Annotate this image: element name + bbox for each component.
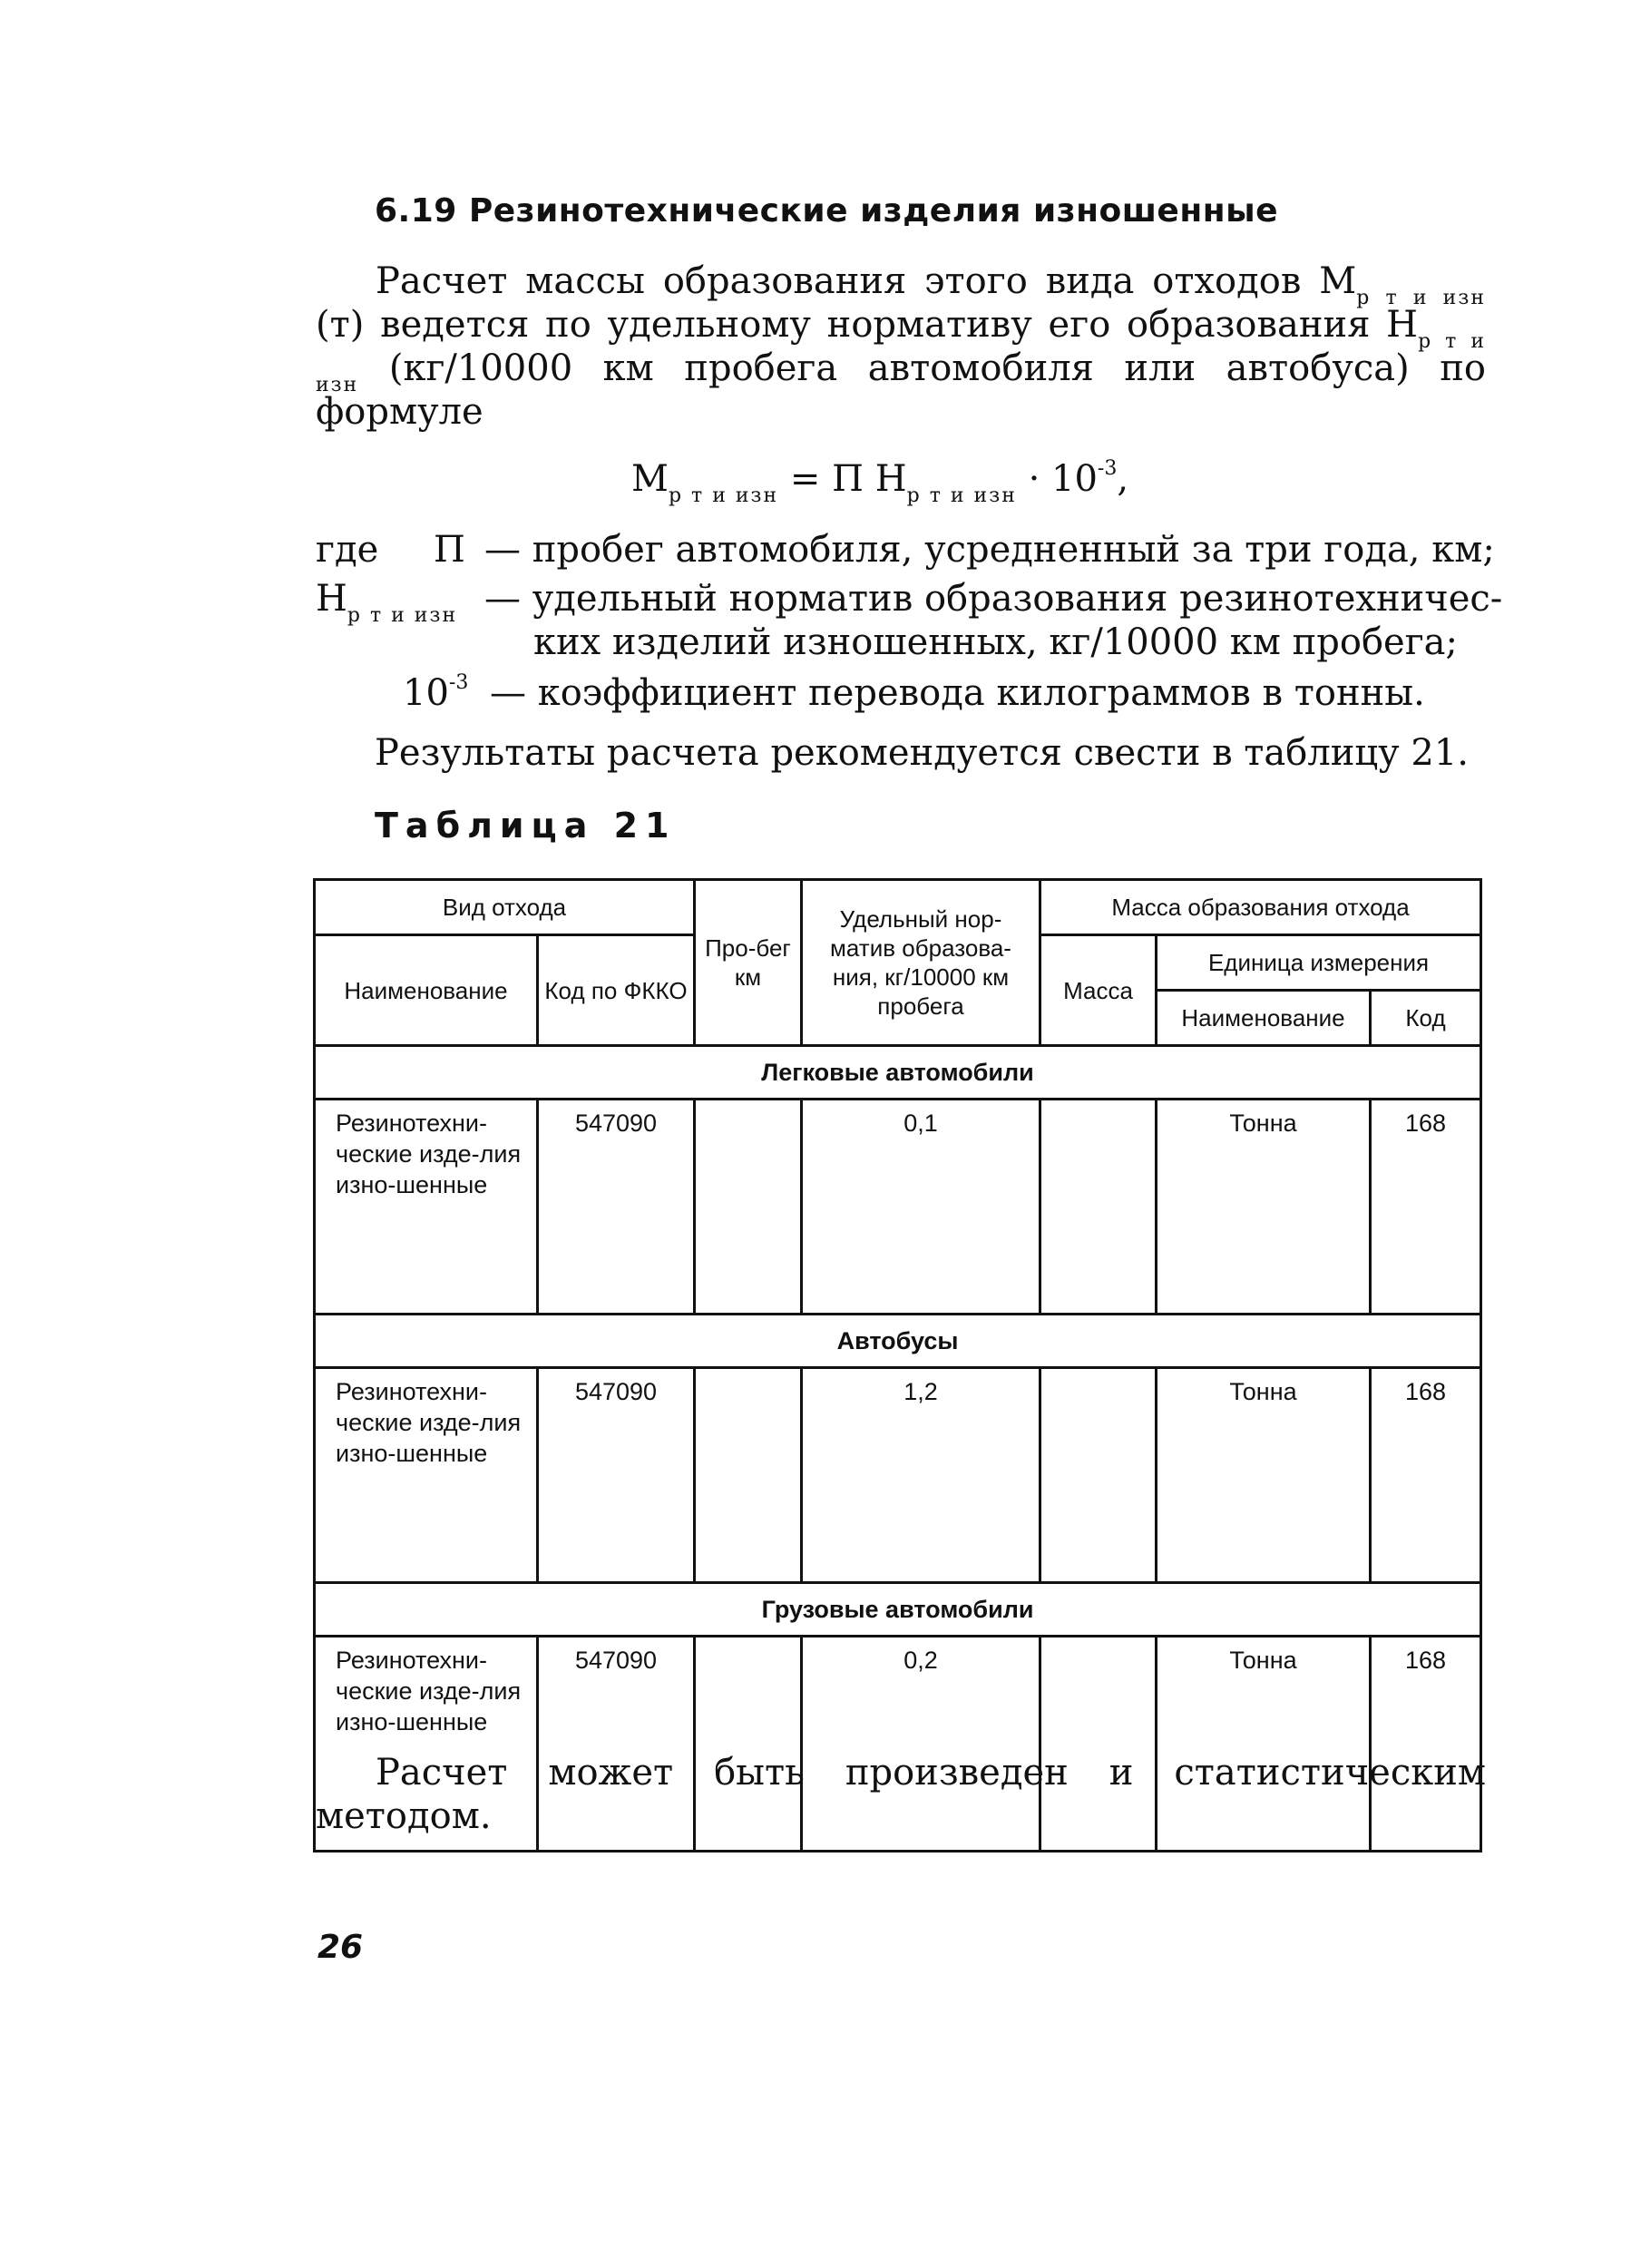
cell-name: Резинотехни-ческие изде-лия изно-шенные <box>315 1368 538 1583</box>
header-unit-code: Код <box>1371 991 1481 1046</box>
cell-unit-code: 168 <box>1371 1100 1481 1315</box>
intro-sub-m: р т и изн <box>1356 287 1486 309</box>
table-21 <box>313 878 1482 1853</box>
cell-unit-name: Тонна <box>1157 1368 1371 1583</box>
cell-norm: 1,2 <box>802 1368 1040 1583</box>
header-waste-type: Вид отхода <box>315 880 695 935</box>
formula <box>631 457 1129 507</box>
formula-lhs: М <box>631 458 669 500</box>
def-h-symbol-wrap <box>316 577 458 627</box>
cell-mileage <box>695 1368 802 1583</box>
cell-name: Резинотехни-ческие изде-лия изно-шенные <box>315 1100 538 1315</box>
def-h-text-1: — удельный норматив образования резинотехничес- <box>484 578 1503 620</box>
intro-sub-h: р т и изн <box>316 330 1486 396</box>
cell-mass <box>1040 1100 1157 1315</box>
formula-lhs-sub: р т и изн <box>668 484 779 507</box>
intro-text-3: (кг/10000 км пробега автомобиля или автобуса) по формуле <box>316 347 1486 433</box>
closing-paragraph <box>316 1751 1486 1838</box>
formula-exp: -3 <box>1097 457 1118 480</box>
def-k-symbol-wrap <box>403 671 468 715</box>
closing-text: Расчет может быть произведен и статистическим методом. <box>316 1752 1486 1837</box>
recommend-text: Результаты расчета рекомендуется свести в таблицу 21. <box>375 732 1470 774</box>
section-title-buses: Автобусы <box>315 1315 1481 1368</box>
cell-unit-name: Тонна <box>1157 1100 1371 1315</box>
cell-unit-name: Тонна <box>1157 1637 1371 1852</box>
header-unit: Единица измерения <box>1157 935 1481 991</box>
cell-code: 547090 <box>538 1637 695 1852</box>
header-norm: Удельный нор-матив образова-ния, кг/10000 км пробега <box>802 880 1040 1046</box>
intro-paragraph <box>316 259 1486 434</box>
formula-tail: , <box>1117 458 1129 500</box>
cell-norm: 0,2 <box>802 1637 1040 1852</box>
header-name: Наименование <box>315 935 538 1046</box>
def-k-symbol: 10 <box>403 672 449 714</box>
cell-code: 547090 <box>538 1100 695 1315</box>
intro-text-2: (т) ведется по удельному нормативу его образования Н <box>316 304 1419 346</box>
header-mass-group: Масса образования отхода <box>1040 880 1481 935</box>
table-row <box>315 1100 1481 1315</box>
header-code: Код по ФККО <box>538 935 695 1046</box>
header-mileage: Про-бег км <box>695 880 802 1046</box>
section-heading: 6.19 Резинотехнические изделия изношенные <box>375 192 1279 230</box>
formula-rhs-sub: р т и изн <box>906 484 1017 507</box>
cell-code: 547090 <box>538 1368 695 1583</box>
def-k-exp: -3 <box>448 671 469 694</box>
cell-name: Резинотехни-ческие изде-лия изно-шенные <box>315 1637 538 1852</box>
cell-norm: 0,1 <box>802 1100 1040 1315</box>
table-row <box>315 1368 1481 1583</box>
def-p-text: — пробег автомобиля, усредненный за три года, км; <box>484 529 1495 571</box>
formula-eq: = П Н <box>778 458 907 500</box>
section-title-cars: Легковые автомобили <box>315 1046 1481 1100</box>
page-number: 26 <box>317 1929 364 1966</box>
table-caption: Таблица 21 <box>375 806 677 846</box>
def-p-symbol: П <box>434 529 465 571</box>
cell-unit-code: 168 <box>1371 1368 1481 1583</box>
formula-mult: · 10 <box>1016 458 1098 500</box>
cell-unit-code: 168 <box>1371 1637 1481 1852</box>
def-h-text-2: ких изделий изношенных, кг/10000 км пробега; <box>533 621 1458 663</box>
def-h-symbol: Н <box>316 578 347 620</box>
def-where: где <box>316 529 379 571</box>
header-unit-name: Наименование <box>1157 991 1371 1046</box>
cell-mass <box>1040 1368 1157 1583</box>
intro-text-1: Расчет массы образования этого вида отходов М <box>376 260 1357 302</box>
def-h-sub: р т и изн <box>347 604 458 627</box>
header-mass: Масса <box>1040 935 1157 1046</box>
section-title-trucks: Грузовые автомобили <box>315 1583 1481 1637</box>
def-k-text: — коэффициент перевода килограммов в тонны. <box>490 672 1425 714</box>
cell-mileage <box>695 1100 802 1315</box>
